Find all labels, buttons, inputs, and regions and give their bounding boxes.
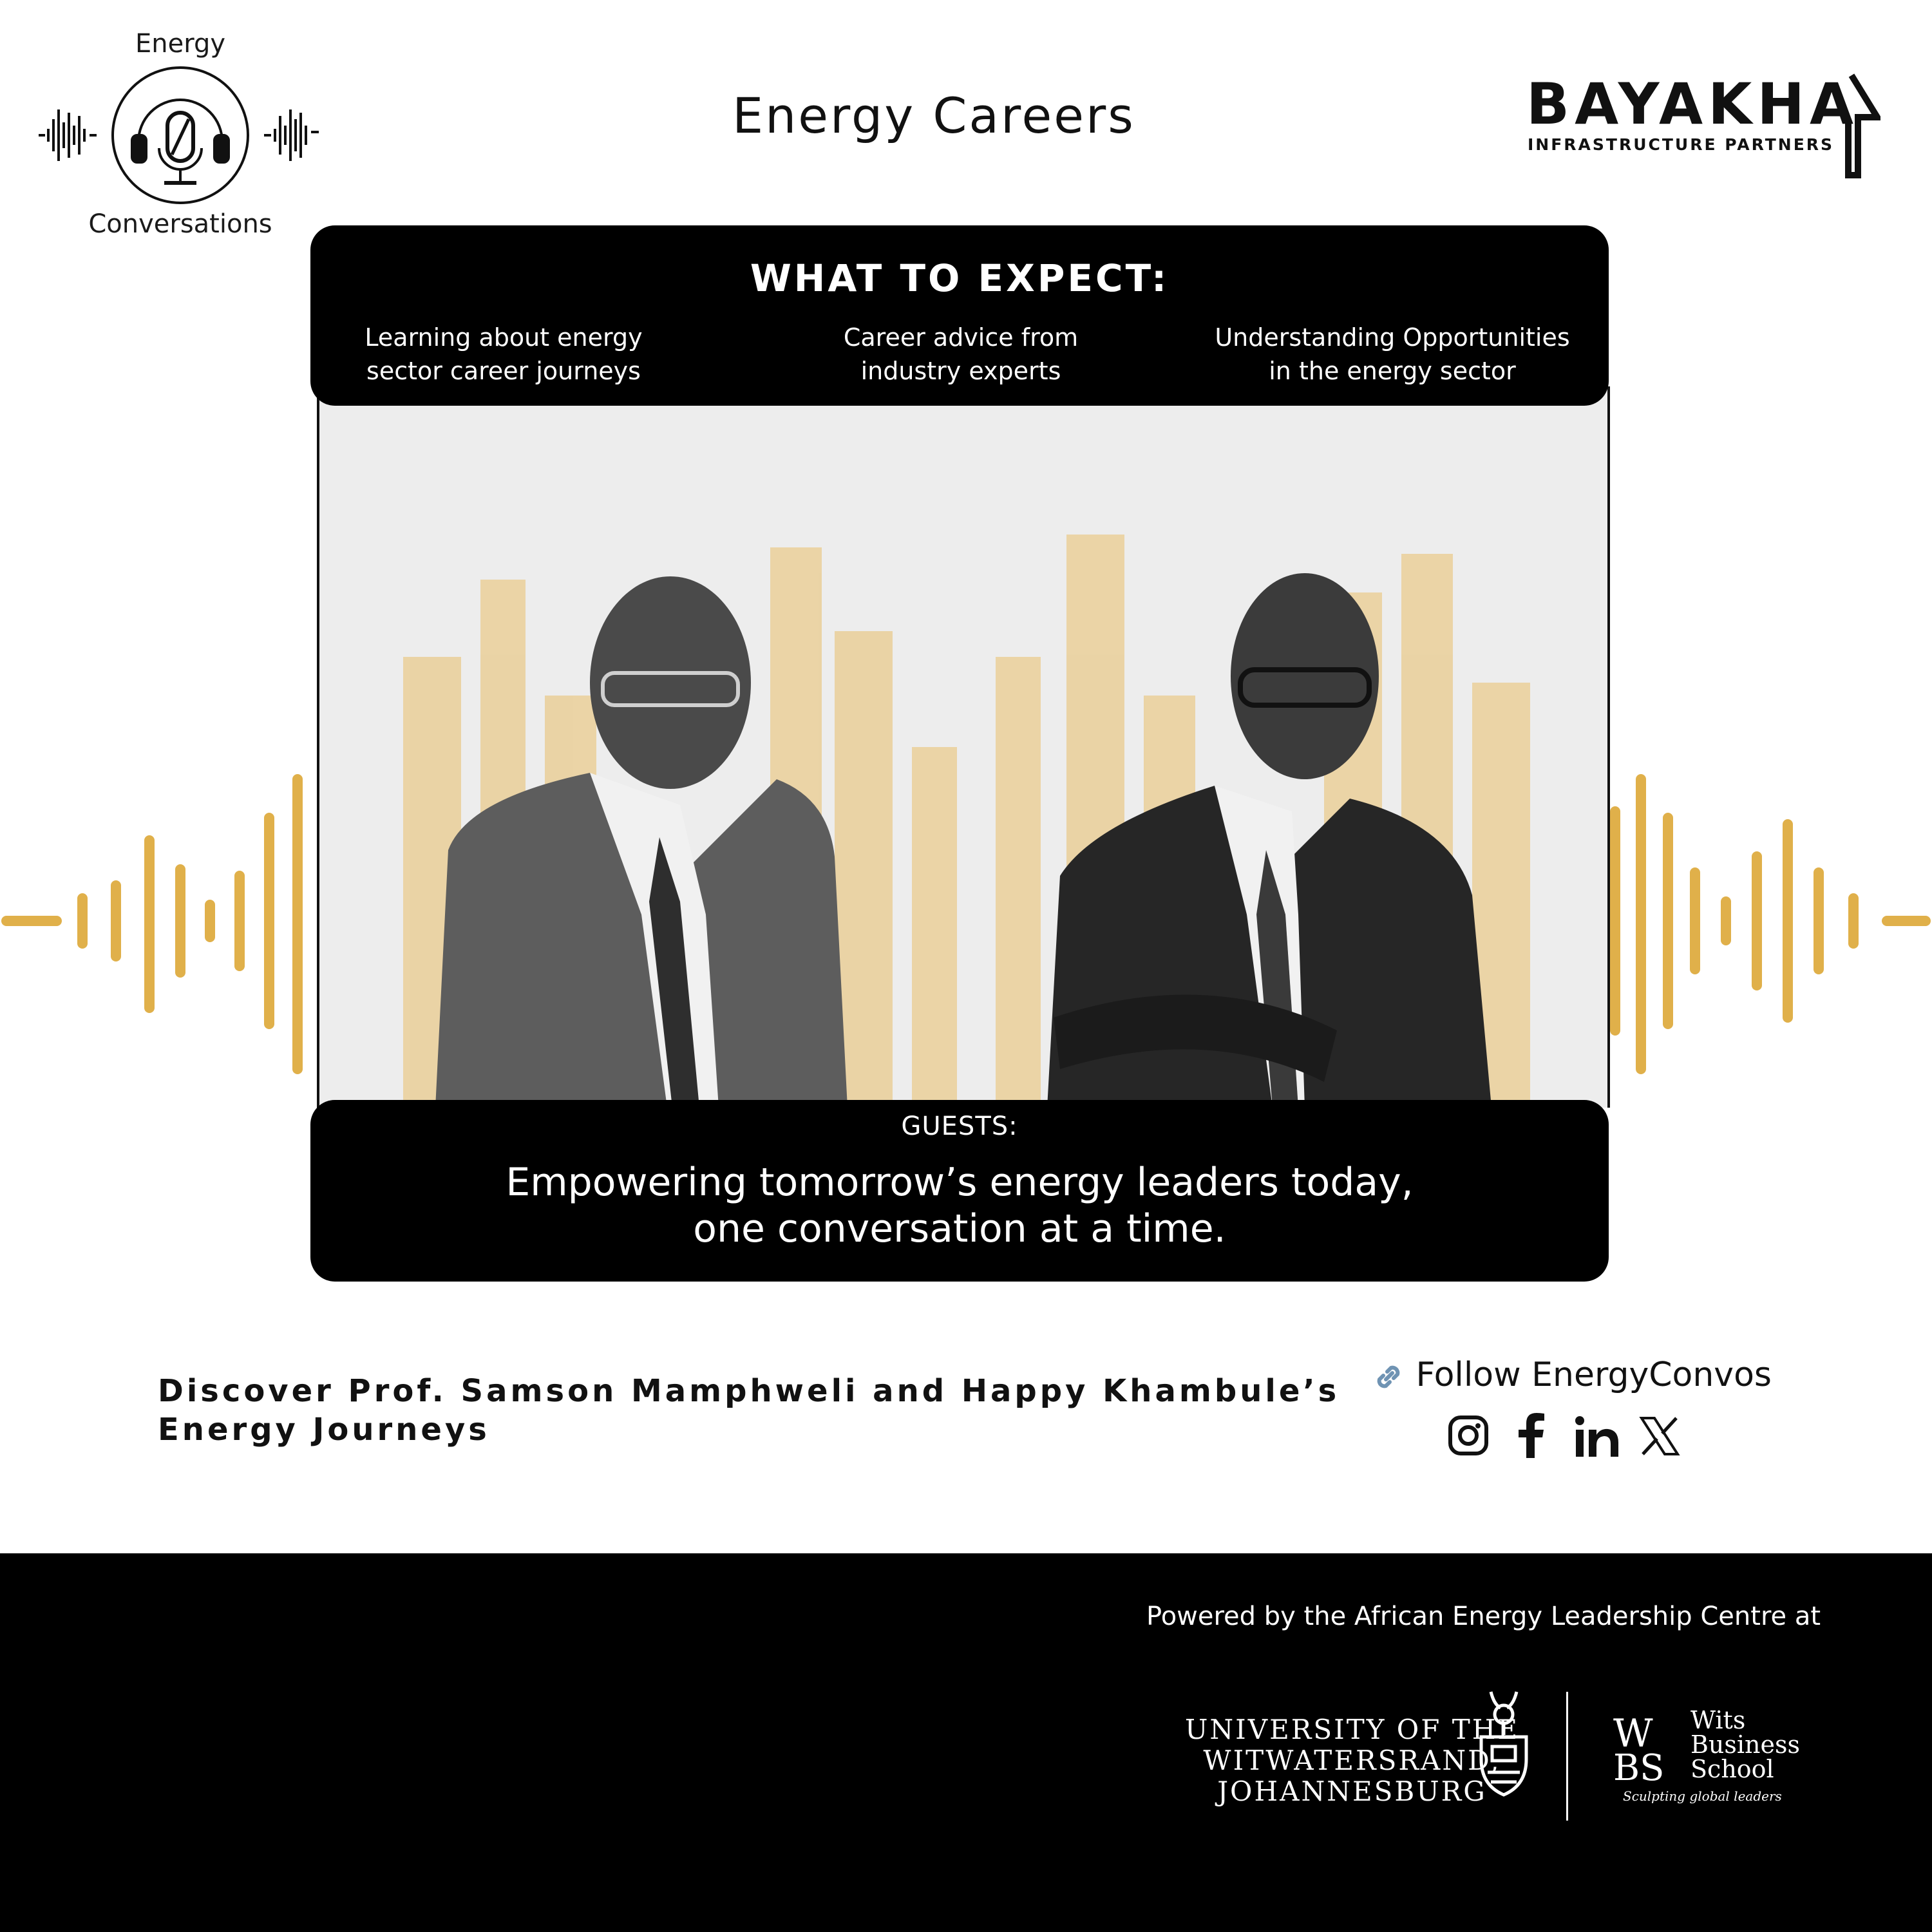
expect-item-line: Career advice from — [843, 323, 1079, 352]
expect-item-line: industry experts — [860, 357, 1061, 385]
right-soundwave-graphic — [1604, 760, 1932, 1095]
microphone-headphones-icon — [35, 64, 325, 206]
svg-text:W: W — [1613, 1711, 1653, 1756]
podcast-logo — [35, 29, 325, 242]
expect-title: WHAT TO EXPECT: — [750, 256, 1170, 300]
guests-label: GUESTS: — [901, 1112, 1018, 1141]
expect-item-career-advice — [800, 321, 1122, 388]
university-line: UNIVERSITY OF THE — [1185, 1714, 1520, 1745]
left-soundwave-graphic — [0, 760, 322, 1095]
expect-item-career-journeys — [349, 321, 658, 388]
wbs-motto: Sculpting global leaders — [1623, 1788, 1782, 1804]
facebook-icon[interactable] — [1515, 1413, 1548, 1458]
discover-text — [158, 1372, 1349, 1449]
wbs-line: School — [1690, 1755, 1774, 1783]
university-line: JOHANNESBURG — [1217, 1776, 1487, 1807]
powered-by-text: Powered by the African Energy Leadership Centre at — [1146, 1602, 1821, 1631]
footer — [0, 1553, 1932, 1932]
university-crest-icon — [1472, 1689, 1536, 1798]
logo-bottom-word: Conversations — [88, 209, 272, 239]
guest-photo — [319, 386, 1607, 1108]
discover-line: Discover Prof. Samson Mamphweli and Happy Khambule’s — [158, 1373, 1340, 1409]
expect-item-line: sector career journeys — [366, 357, 641, 385]
partner-name: BAYAKHA — [1526, 71, 1859, 137]
page-title: Energy Careers — [732, 87, 1135, 144]
follow-text: Follow EnergyConvos — [1416, 1356, 1772, 1394]
partner-mark-icon — [1823, 72, 1880, 182]
expect-item-opportunities — [1199, 321, 1586, 388]
social-icons — [1439, 1410, 1697, 1462]
svg-text:BS: BS — [1613, 1747, 1665, 1785]
expect-item-line: Understanding Opportunities — [1215, 323, 1570, 352]
footer-divider — [1566, 1692, 1568, 1821]
expect-item-line: in the energy sector — [1269, 357, 1516, 385]
instagram-icon[interactable] — [1447, 1414, 1490, 1457]
follow-row[interactable] — [1372, 1356, 1823, 1394]
expect-item-line: Learning about energy — [365, 323, 643, 352]
tagline — [310, 1159, 1609, 1252]
link-icon — [1372, 1360, 1405, 1394]
logo-top-word: Energy — [135, 29, 226, 59]
guests-panel — [310, 1100, 1609, 1282]
tagline-line: Empowering tomorrow’s energy leaders today, — [506, 1160, 1414, 1205]
tagline-line: one conversation at a time. — [693, 1206, 1226, 1251]
wbs-line: Business — [1690, 1730, 1801, 1759]
linkedin-icon[interactable] — [1575, 1416, 1620, 1458]
discover-line: Energy Journeys — [158, 1412, 490, 1448]
wbs-line: Wits — [1690, 1706, 1746, 1734]
wbs-monogram-icon — [1610, 1708, 1681, 1785]
x-icon[interactable] — [1639, 1416, 1680, 1457]
wits-university-logo — [1185, 1714, 1519, 1807]
partner-subtitle: INFRASTRUCTURE PARTNERS — [1528, 135, 1835, 154]
guest-photo-area — [317, 386, 1610, 1108]
university-line: WITWATERSRAND, — [1203, 1745, 1501, 1776]
what-to-expect-panel — [310, 225, 1609, 406]
partner-logo — [1520, 71, 1880, 180]
